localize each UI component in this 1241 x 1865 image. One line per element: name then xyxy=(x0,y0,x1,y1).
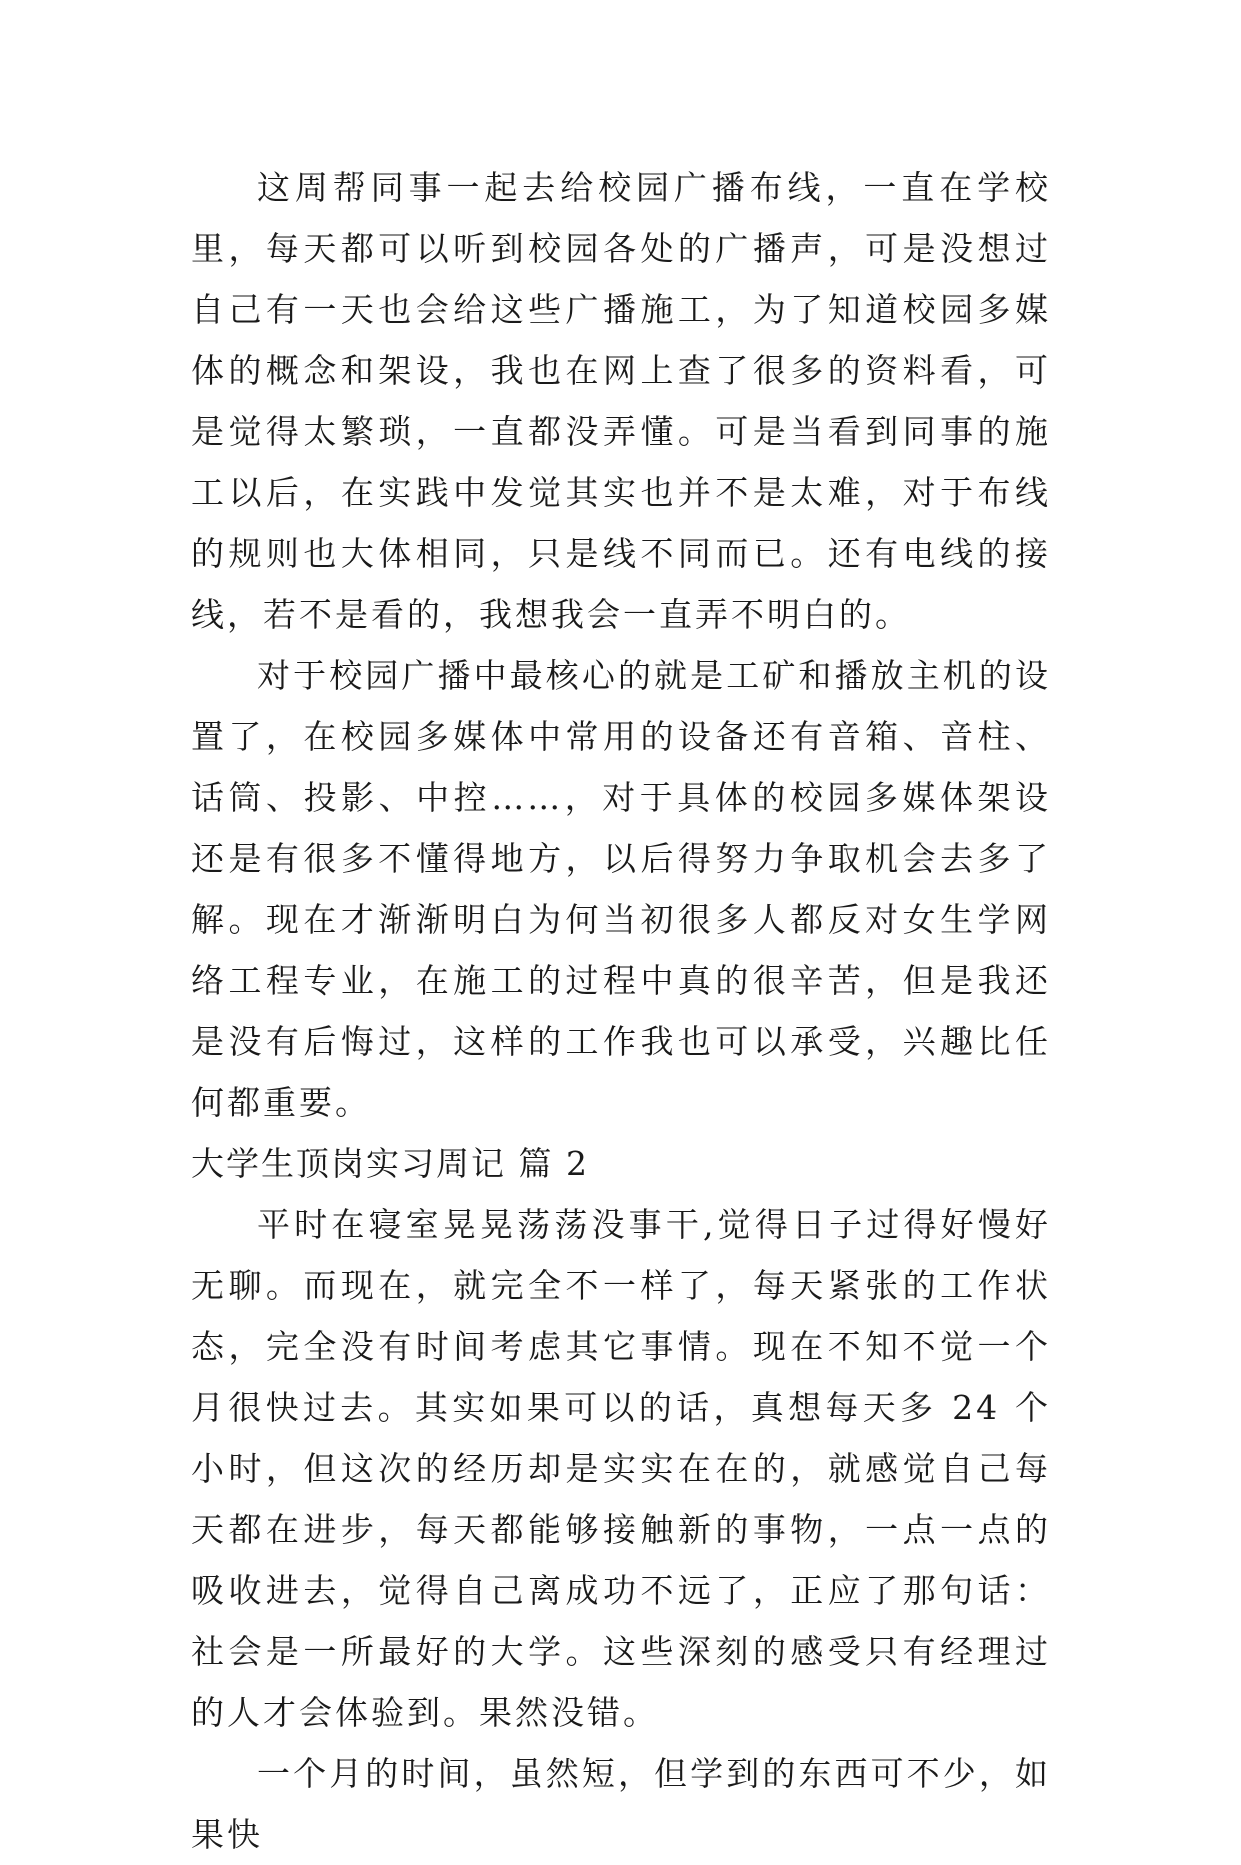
paragraph: 对于校园广播中最核心的就是工矿和播放主机的设置了，在校园多媒体中常用的设备还有音箱、音柱、话筒、投影、中控……，对于具体的校园多媒体架设还是有很多不懂得地方，以后得努力争取机会去多了解。现在才渐渐明白为何当初很多人都反对女生学网络工程专业，在施工的过程中真的很辛苦，但是我还是没有后悔过，这样的工作我也可以承受，兴趣比任何都重要。 xyxy=(191,656,1051,1122)
section-heading: 大学生顶岗实习周记 篇 2 xyxy=(191,1144,589,1183)
paragraph: 平时在寝室晃晃荡荡没事干,觉得日子过得好慢好无聊。而现在，就完全不一样了，每天紧张的工作状态，完全没有时间考虑其它事情。现在不知不觉一个月很快过去。其实如果可以的话，真想每天多 24 个小时，但这次的经历却是实实在在的，就感觉自己每天都在进步，每天都能够接触新的事物，一点一点的吸收进去，觉得自己离成功不远了，正应了那句话：社会是一所最好的大学。这些深刻的感受只有经理过的人才会体验到。果然没错。 xyxy=(191,1205,1051,1732)
document-body xyxy=(191,157,1051,1865)
paragraph: 一个月的时间，虽然短，但学到的东西可不少，如果快 xyxy=(191,1754,1051,1854)
paragraph: 这周帮同事一起去给校园广播布线，一直在学校里，每天都可以听到校园各处的广播声，可是没想过自己有一天也会给这些广播施工，为了知道校园多媒体的概念和架设，我也在网上查了很多的资料看，可是觉得太繁琐，一直都没弄懂。可是当看到同事的施工以后，在实践中发觉其实也并不是太难，对于布线的规则也大体相同，只是线不同而已。还有电线的接线，若不是看的，我想我会一直弄不明白的。 xyxy=(191,168,1051,634)
